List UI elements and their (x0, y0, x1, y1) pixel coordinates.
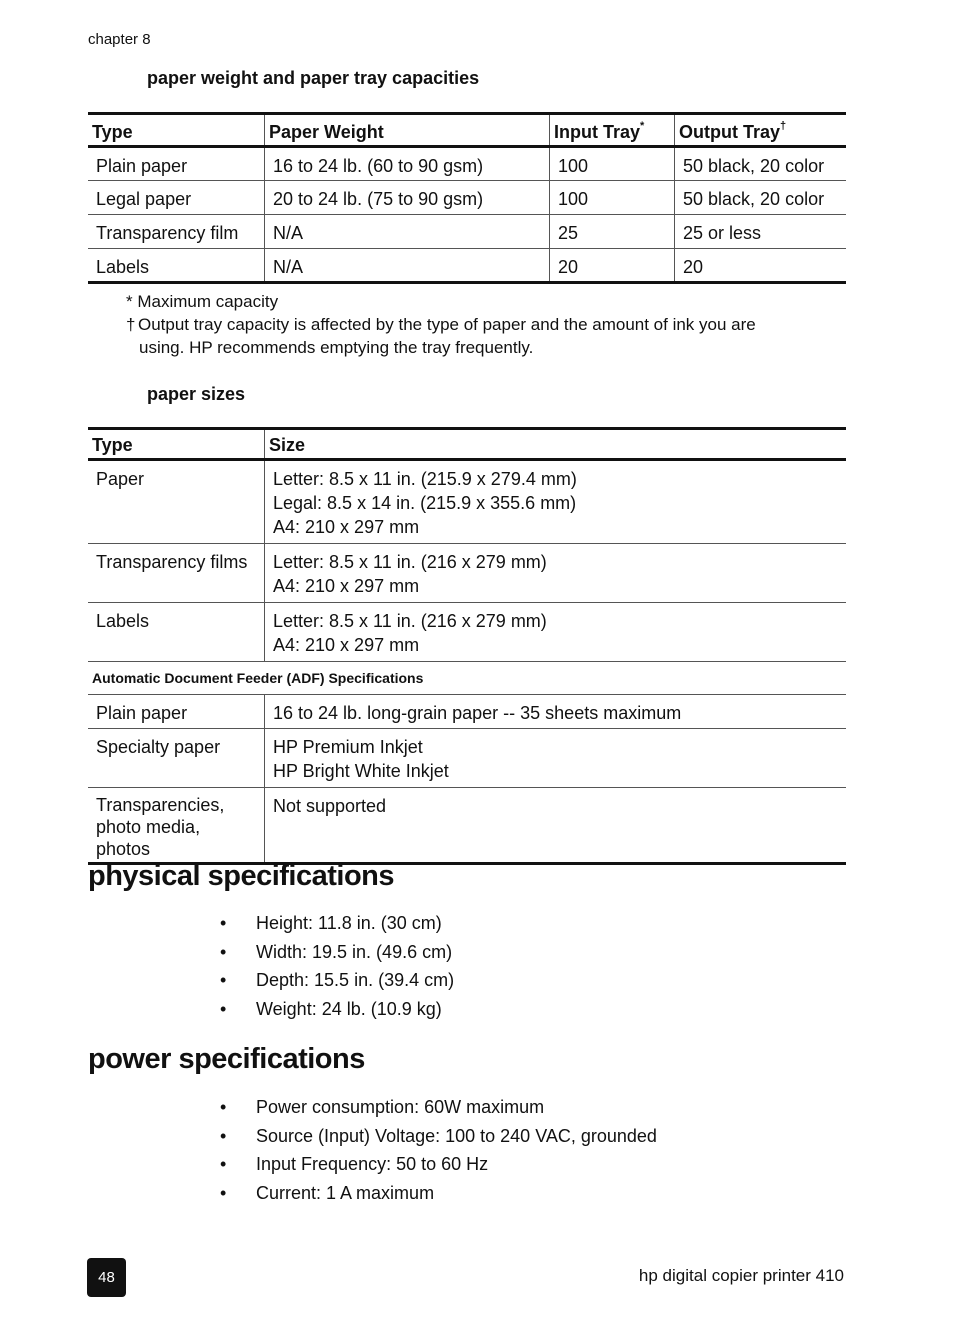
cell-size (265, 729, 847, 788)
power-specifications-heading: power specifications (88, 1043, 365, 1075)
size-line: Legal: 8.5 x 14 in. (215.9 x 355.6 mm) (273, 493, 577, 513)
paper-sizes-table (88, 427, 846, 865)
size-line: A4: 210 x 297 mm (273, 635, 420, 655)
column-header-size: Size (265, 429, 847, 460)
list-item-text: Depth: 15.5 in. (39.4 cm) (256, 970, 455, 991)
list-item-text: Source (Input) Voltage: 100 to 240 VAC, grounded (256, 1125, 657, 1146)
table-row (88, 147, 846, 181)
cell-type: Transparency films (96, 552, 248, 572)
list-item (220, 909, 454, 938)
cell-paper-weight: N/A (265, 215, 550, 249)
footnote-marker: † (780, 120, 787, 132)
cell-size: Not supported (265, 788, 847, 864)
list-item (220, 1150, 657, 1179)
paper-weight-table (88, 112, 846, 284)
list-item-text: Width: 19.5 in. (49.6 cm) (256, 941, 453, 962)
list-item-text: Input Frequency: 50 to 60 Hz (256, 1154, 489, 1175)
list-item (220, 1122, 657, 1151)
cell-type: Legal paper (96, 189, 192, 209)
table-row (88, 215, 846, 249)
adf-subheader-row (88, 662, 846, 695)
table-row (88, 181, 846, 215)
footnote-text-line: Output tray capacity is affected by the type of paper and the amount of ink you are (138, 315, 756, 334)
table-row (88, 695, 846, 729)
footnote-output-tray (126, 313, 816, 359)
column-header-input-tray (550, 114, 675, 147)
adf-subheader: Automatic Document Feeder (ADF) Specifications (92, 670, 424, 686)
cell-output-tray: 50 black, 20 color (675, 181, 847, 215)
size-line: Letter: 8.5 x 11 in. (215.9 x 279.4 mm) (273, 469, 577, 489)
list-item-text: Current: 1 A maximum (256, 1182, 435, 1203)
page-number-badge: 48 (87, 1258, 126, 1297)
column-header-label: Output Tray (679, 122, 781, 142)
bullet-icon: • (220, 913, 227, 933)
type-line: Transparencies, (96, 795, 225, 815)
physical-specifications-heading: physical specifications (88, 860, 395, 892)
cell-input-tray: 100 (550, 181, 675, 215)
bullet-icon: • (220, 1097, 227, 1117)
paper-sizes-section-title: paper sizes (147, 384, 246, 404)
bullet-icon: • (220, 1154, 227, 1175)
table-row (88, 788, 846, 864)
list-item (220, 1093, 657, 1122)
list-item (220, 966, 454, 995)
cell-type: Plain paper (96, 703, 188, 723)
cell-type: Labels (96, 257, 150, 277)
size-line: A4: 210 x 297 mm (273, 576, 420, 596)
cell-input-tray: 25 (550, 215, 675, 249)
cell-size (265, 603, 847, 662)
size-line: HP Bright White Inkjet (273, 761, 449, 781)
table-row (88, 249, 846, 283)
cell-paper-weight: 20 to 24 lb. (75 to 90 gsm) (265, 181, 550, 215)
table-header-row (88, 429, 846, 460)
cell-output-tray: 20 (675, 249, 847, 283)
cell-type: Specialty paper (96, 737, 221, 757)
footnote-max-capacity: * Maximum capacity (126, 292, 279, 311)
cell-paper-weight: 16 to 24 lb. (60 to 90 gsm) (265, 147, 550, 181)
column-header-output-tray (675, 114, 847, 147)
footer-product-name: hp digital copier printer 410 (638, 1266, 844, 1285)
chapter-label: chapter 8 (88, 31, 151, 48)
footnote-marker: * (640, 120, 645, 132)
cell-paper-weight: N/A (265, 249, 550, 283)
list-item-text: Height: 11.8 in. (30 cm) (256, 913, 442, 933)
column-header-type: Type (92, 435, 133, 455)
bullet-icon: • (220, 970, 227, 991)
type-line: photo media, photos (96, 817, 201, 859)
bullet-icon: • (220, 1125, 227, 1146)
cell-output-tray: 25 or less (675, 215, 847, 249)
table-row (88, 729, 846, 788)
paper-weight-section-title: paper weight and paper tray capacities (147, 68, 480, 88)
bullet-icon: • (220, 941, 227, 962)
bullet-icon: • (220, 998, 227, 1019)
size-line: Letter: 8.5 x 11 in. (216 x 279 mm) (273, 611, 547, 631)
power-specifications-list (220, 1093, 657, 1207)
table-header-row (88, 114, 846, 147)
bullet-icon: • (220, 1182, 227, 1203)
list-item (220, 1179, 657, 1208)
cell-input-tray: 100 (550, 147, 675, 181)
list-item-text: Power consumption: 60W maximum (256, 1097, 545, 1117)
size-line: Letter: 8.5 x 11 in. (216 x 279 mm) (273, 552, 547, 572)
cell-size (265, 544, 847, 603)
column-header-label: Input Tray (554, 122, 641, 142)
size-line: A4: 210 x 297 mm (273, 517, 420, 537)
size-line: HP Premium Inkjet (273, 737, 423, 757)
cell-type: Paper (96, 469, 145, 489)
cell-size: 16 to 24 lb. long-grain paper -- 35 sheets maximum (265, 695, 847, 729)
table-row (88, 460, 846, 544)
list-item-text: Weight: 24 lb. (10.9 kg) (256, 998, 442, 1019)
column-header-type (88, 114, 265, 147)
table-row (88, 603, 846, 662)
column-header-label: Type (92, 122, 133, 142)
list-item (220, 938, 454, 967)
cell-size (265, 460, 847, 544)
cell-type (88, 788, 265, 864)
list-item (220, 995, 454, 1024)
cell-type: Labels (96, 611, 150, 631)
physical-specifications-list (220, 909, 454, 1023)
footnote-text-line: using. HP recommends emptying the tray frequently. (139, 338, 534, 357)
cell-input-tray: 20 (550, 249, 675, 283)
cell-output-tray: 50 black, 20 color (675, 147, 847, 181)
dagger-marker: † (126, 315, 136, 334)
cell-type: Transparency film (96, 223, 239, 243)
table-row (88, 544, 846, 603)
cell-type: Plain paper (96, 156, 188, 176)
column-header-label: Paper Weight (269, 122, 384, 142)
column-header-paper-weight (265, 114, 550, 147)
